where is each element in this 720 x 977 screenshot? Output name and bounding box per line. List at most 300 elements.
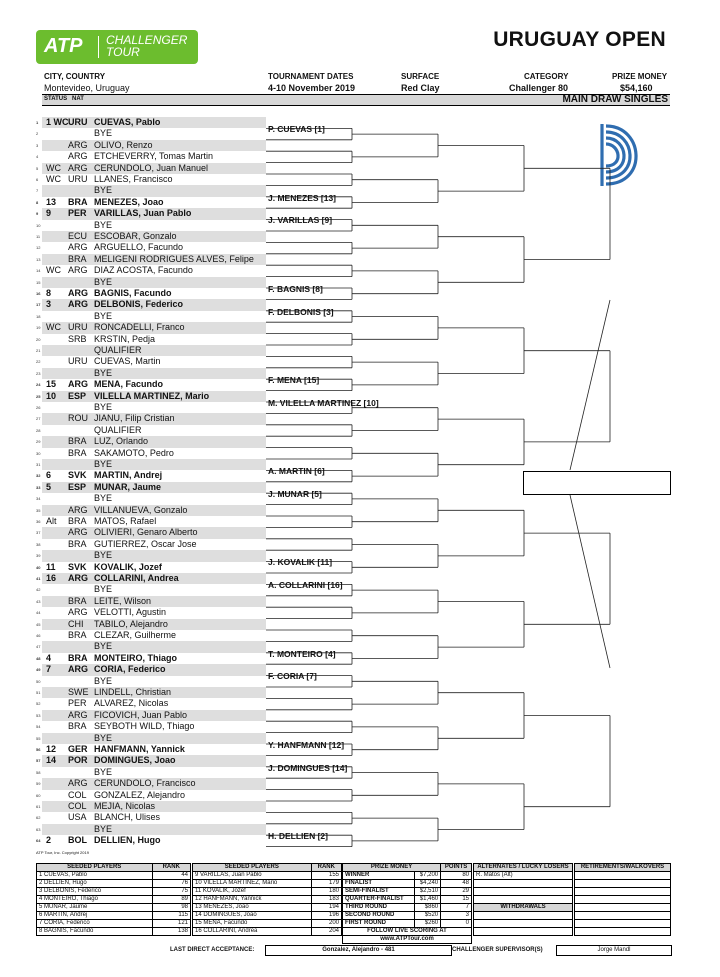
line-number: 18 <box>36 313 41 319</box>
entry-nat: GER <box>68 744 88 754</box>
round-two-winner: F. CORIA [7] <box>268 671 317 682</box>
entry-player-name: DELBONIS, Federico <box>94 299 184 310</box>
alternates-header: ALTERNATES / LUCKY LOSERS <box>474 864 573 872</box>
seed-name: 9 VARILLAS, Juan Pablo <box>193 872 312 880</box>
entry-player-name: OLIVO, Renzo <box>94 139 153 150</box>
entry-player-name: BYE <box>94 584 113 595</box>
seed-row <box>37 872 191 880</box>
entry-nat: ARG <box>68 299 88 310</box>
surface-label: SURFACE <box>401 72 440 81</box>
seed-rank: 204 <box>311 928 341 936</box>
entry-nat: ARG <box>68 288 88 298</box>
round-two-winner: P. CUEVAS [1] <box>268 124 325 135</box>
entry-nat: BRA <box>68 253 87 264</box>
seed-rank: 196 <box>311 912 341 920</box>
seed-name: 11 KOVALIK, Jozef <box>193 888 312 896</box>
seed-name: 4 MONTEIRO, Thiago <box>37 896 153 904</box>
seeded-header: SEEDED PLAYERS <box>37 864 153 872</box>
line-number: 41 <box>36 576 41 581</box>
prize-row <box>343 880 472 888</box>
line-number: 42 <box>36 587 41 593</box>
entry-nat: SWE <box>68 687 89 697</box>
seed-row <box>37 912 191 920</box>
seed-name: 12 HANFMANN, Yannick <box>193 896 312 904</box>
entry-player-name: CUEVAS, Martin <box>94 356 161 367</box>
entry-player-name: LLANES, Francisco <box>94 174 173 184</box>
logo-atp: ATP <box>44 35 83 57</box>
entry-nat: BRA <box>68 652 88 663</box>
entry-status: 4 <box>46 652 52 663</box>
entry-player-name: SAKAMOTO, Pedro <box>94 447 174 458</box>
entry-nat: ARG <box>68 379 88 390</box>
entry-status: 2 <box>46 835 52 846</box>
line-number: 1 <box>36 120 39 125</box>
seed-name: 2 DELLIEN, Hugo <box>37 880 153 888</box>
prize-amount: $1,460 <box>414 896 440 904</box>
seed-rank: 179 <box>311 880 341 888</box>
entry-player-name: DOMINGUES, Joao <box>94 755 176 766</box>
seeded-table-left <box>36 863 191 936</box>
round-two-winner: J. MUNAR [5] <box>268 488 322 499</box>
entry-status: 6 <box>46 470 52 481</box>
entry-nat: POR <box>68 755 88 766</box>
round-two-winner: F. MENA [15] <box>268 374 320 385</box>
seed-row <box>193 872 342 880</box>
prize-table <box>342 863 472 944</box>
entry-player-name: QUALIFIER <box>94 424 142 435</box>
entry-nat: ARG <box>68 162 88 173</box>
prize-round: FINALIST <box>343 880 415 888</box>
line-number: 9 <box>36 211 39 217</box>
entry-nat: ARG <box>68 504 88 515</box>
line-number: 36 <box>36 519 41 524</box>
retirements-table <box>574 863 671 936</box>
seed-rank: 98 <box>152 904 191 912</box>
seed-row <box>193 904 342 912</box>
line-number: 30 <box>36 450 41 456</box>
line-number: 54 <box>36 724 41 730</box>
seed-name: 16 COLLARINI, Andrea <box>193 928 312 936</box>
line-number: 8 <box>36 199 39 205</box>
prize-points: 15 <box>441 896 472 904</box>
seed-name: 8 BAGNIS, Facundo <box>37 928 153 936</box>
entry-nat: BRA <box>68 595 87 606</box>
withdrawals-header: WITHDRAWALS <box>474 904 573 912</box>
seed-row <box>193 896 342 904</box>
status-col-label: STATUS <box>44 96 68 102</box>
prize-round: SECOND ROUND <box>343 912 415 920</box>
entry-nat: URU <box>68 117 88 127</box>
entry-status: WC <box>46 265 61 276</box>
entry-status: 9 <box>46 208 52 219</box>
entry-nat: BRA <box>68 447 87 458</box>
entry-nat: BRA <box>68 516 87 526</box>
entry-player-name: BYE <box>94 310 113 321</box>
entry-status: WC <box>46 174 61 184</box>
seed-rank: 180 <box>311 888 341 896</box>
prize-row <box>343 920 472 928</box>
entry-nat: BRA <box>68 538 87 549</box>
seed-row <box>37 904 191 912</box>
entry-player-name: VARILLAS, Juan Pablo <box>94 208 192 219</box>
prize-amount: $260 <box>414 920 440 928</box>
seed-name: 6 MARTIN, Andrej <box>37 912 153 920</box>
dates-label: TOURNAMENT DATES <box>268 72 354 81</box>
line-number: 25 <box>36 393 41 399</box>
seed-name: 10 VILELLA MARTINEZ, Mario <box>193 880 312 888</box>
prize-round: WINNER <box>343 872 415 880</box>
entry-nat: BOL <box>68 835 87 846</box>
seed-rank: 115 <box>152 912 191 920</box>
round-two-winner: F. DELBONIS [3] <box>268 306 334 317</box>
entry-nat: SRB <box>68 333 87 344</box>
prize-amount: $520 <box>414 912 440 920</box>
entry-player-name: CERUNDOLO, Juan Manuel <box>94 162 209 173</box>
prize-points: 29 <box>441 888 472 896</box>
entry-nat: URU <box>68 356 88 367</box>
seed-name: 5 MUNAR, Jaume <box>37 904 153 912</box>
entry-player-name: ARGUELLO, Facundo <box>94 242 184 253</box>
line-number: 28 <box>36 427 41 433</box>
prize-row <box>343 888 472 896</box>
entry-nat: ARG <box>68 607 88 618</box>
atp-url[interactable]: www.ATPTour.com <box>343 936 472 944</box>
entry-player-name: CUEVAS, Pablo <box>94 117 161 127</box>
line-number: 52 <box>36 701 41 707</box>
rank-header: RANK <box>152 864 191 872</box>
line-number: 46 <box>36 633 41 638</box>
line-number: 26 <box>36 405 41 410</box>
entry-status: 16 <box>46 573 57 583</box>
entry-nat: ESP <box>68 390 87 401</box>
entry-player-name: BYE <box>94 675 113 686</box>
entry-nat: ECU <box>68 231 88 241</box>
logo-text: CHALLENGER TOUR <box>106 33 188 59</box>
entry-status: 7 <box>46 664 52 675</box>
entry-player-name: BYE <box>94 459 113 469</box>
entry-player-name: BYE <box>94 367 113 378</box>
winner-box <box>523 471 671 495</box>
entry-player-name: BLANCH, Ulises <box>94 812 161 823</box>
seed-name: 7 CORIA, Federico <box>37 920 153 928</box>
prize-points: 3 <box>441 912 472 920</box>
entry-status: 3 <box>46 299 52 310</box>
round-two-winner: F. BAGNIS [8] <box>268 283 323 294</box>
entry-player-name: BYE <box>94 219 113 230</box>
seed-rank: 183 <box>311 896 341 904</box>
seed-rank: 155 <box>311 872 341 880</box>
entry-nat: ARG <box>68 151 88 162</box>
entry-player-name: LEITE, Wilson <box>94 595 152 606</box>
entry-player-name: BYE <box>94 493 113 504</box>
prize-money-header: PRIZE MONEY <box>343 864 441 872</box>
seed-rank: 121 <box>152 920 191 928</box>
entry-status: WC <box>46 162 61 173</box>
seed-name: 3 DELBONIS, Federico <box>37 888 153 896</box>
entry-player-name: TABILO, Alejandro <box>94 618 168 629</box>
category-label: CATEGORY <box>524 72 569 81</box>
prize-round: THIRD ROUND <box>343 904 415 912</box>
line-number: 29 <box>36 439 41 445</box>
entry-player-name: BYE <box>94 550 113 561</box>
line-number: 51 <box>36 690 41 695</box>
entry-nat: ARG <box>68 139 88 150</box>
entry-nat: URU <box>68 322 88 333</box>
line-number: 16 <box>36 291 41 296</box>
entry-status: 1 WC <box>46 117 69 127</box>
prize-round: QUARTER-FINALIST <box>343 896 415 904</box>
supervisor-value: Jorge Mandl <box>556 945 672 956</box>
entry-nat: COL <box>68 789 87 800</box>
seed-name: 15 MENA, Facundo <box>193 920 312 928</box>
nat-col-label: NAT <box>72 96 84 102</box>
line-number: 34 <box>36 496 41 502</box>
line-number: 11 <box>36 234 41 239</box>
entry-player-name: MONTEIRO, Thiago <box>94 652 177 663</box>
line-number: 53 <box>36 712 41 718</box>
line-number: 49 <box>36 667 41 673</box>
line-number: 60 <box>36 792 41 798</box>
entry-player-name: SEYBOTH WILD, Thiago <box>94 721 195 732</box>
copyright: ATP Tour, Inc. Copyright 2019 <box>36 850 89 855</box>
prize-row <box>343 904 472 912</box>
line-number: 50 <box>36 678 41 684</box>
prize-row <box>343 912 472 920</box>
entry-nat: URU <box>68 174 88 184</box>
line-number: 10 <box>36 222 41 228</box>
seed-name: 1 CUEVAS, Pablo <box>37 872 153 880</box>
entry-player-name: BAGNIS, Facundo <box>94 288 172 298</box>
entry-player-name: ESCOBAR, Gonzalo <box>94 231 177 241</box>
entry-player-name: DIAZ ACOSTA, Facundo <box>94 265 193 276</box>
seed-rank: 138 <box>152 928 191 936</box>
line-number: 40 <box>36 564 41 570</box>
line-number: 20 <box>36 336 41 342</box>
entry-player-name: BYE <box>94 276 113 287</box>
entry-player-name: BYE <box>94 402 113 412</box>
entry-player-name: OLIVIERI, Genaro Alberto <box>94 527 198 538</box>
seed-row <box>193 920 342 928</box>
seeded-table-right <box>192 863 342 936</box>
entry-status: 13 <box>46 196 57 207</box>
round-two-winner: A. MARTIN [6] <box>268 466 325 477</box>
prize-round: SEMI-FINALIST <box>343 888 415 896</box>
entry-nat: BRA <box>68 436 87 447</box>
entry-player-name: COLLARINI, Andrea <box>94 573 179 583</box>
entry-player-name: BYE <box>94 641 113 652</box>
line-number: 55 <box>36 735 41 741</box>
line-number: 31 <box>36 462 41 467</box>
line-number: 47 <box>36 644 41 650</box>
line-number: 64 <box>36 838 41 844</box>
tournament-title: URUGUAY OPEN <box>493 28 666 51</box>
line-number: 4 <box>36 154 39 160</box>
line-number: 56 <box>36 747 41 752</box>
seeded-header-2: SEEDED PLAYERS <box>193 864 312 872</box>
entry-player-name: LUZ, Orlando <box>94 436 149 447</box>
prize-points: 7 <box>441 904 472 912</box>
points-header: POINTS <box>441 864 472 872</box>
entry-player-name: CERUNDOLO, Francisco <box>94 778 196 789</box>
seed-row <box>193 928 342 936</box>
retirements-header: RETIREMENTS/WALKOVERS <box>575 864 671 872</box>
line-number: 37 <box>36 530 41 536</box>
prize-amount: $860 <box>414 904 440 912</box>
line-number: 35 <box>36 507 41 513</box>
round-two-winner: J. KOVALIK [11] <box>268 557 333 568</box>
entry-status: 14 <box>46 755 57 766</box>
entry-nat: ARG <box>68 573 88 583</box>
seed-row <box>37 896 191 904</box>
seed-row <box>193 888 342 896</box>
prize-row <box>343 896 472 904</box>
entry-player-name: HANFMANN, Yannick <box>94 744 185 754</box>
prize-points: 80 <box>441 872 472 880</box>
supervisor-label: CHALLENGER SUPERVISOR(S) <box>452 947 543 953</box>
entry-nat: BRA <box>68 196 88 207</box>
entry-nat: USA <box>68 812 87 823</box>
round-two-winner: A. COLLARINI [16] <box>268 580 343 591</box>
line-number: 38 <box>36 541 41 547</box>
entry-player-name: MUNAR, Jaume <box>94 481 162 492</box>
seed-rank: 75 <box>152 888 191 896</box>
line-number: 3 <box>36 142 39 148</box>
entry-player-name: RONCADELLI, Franco <box>94 322 185 333</box>
entry-player-name: DELLIEN, Hugo <box>94 835 161 846</box>
entry-nat: SVK <box>68 470 87 481</box>
line-number: 43 <box>36 598 41 604</box>
entry-player-name: KRSTIN, Pedja <box>94 333 156 344</box>
line-number: 39 <box>36 553 41 559</box>
entry-status: 10 <box>46 390 57 401</box>
round-two-winner: Y. HANFMANN [12] <box>268 739 345 750</box>
entry-player-name: VILELLA MARTINEZ, Mario <box>94 390 210 401</box>
entry-nat: ARG <box>68 527 88 538</box>
line-number: 61 <box>36 804 41 809</box>
entry-status: 5 <box>46 481 52 492</box>
seed-rank: 89 <box>152 896 191 904</box>
entry-nat: ROU <box>68 413 88 424</box>
entry-player-name: GONZALEZ, Alejandro <box>94 789 186 800</box>
seed-name: 14 DOMINGUES, Joao <box>193 912 312 920</box>
entry-player-name: BYE <box>94 732 113 743</box>
seed-row <box>37 920 191 928</box>
alternate-entry: R. Matos (Alt) <box>474 872 573 880</box>
round-two-winner: J. VARILLAS [9] <box>268 215 333 226</box>
seed-rank: 44 <box>152 872 191 880</box>
alternates-table <box>473 863 573 936</box>
line-number: 23 <box>36 370 41 376</box>
line-number: 5 <box>36 165 39 171</box>
entry-player-name: BYE <box>94 185 113 196</box>
seed-row <box>37 880 191 888</box>
seed-rank: 76 <box>152 880 191 888</box>
line-number: 32 <box>36 473 41 479</box>
line-number: 14 <box>36 268 41 274</box>
line-number: 57 <box>36 758 41 764</box>
city-value: Montevideo, Uruguay <box>44 83 130 93</box>
round-two-winner: M. VILELLA MARTINEZ [10] <box>268 397 379 408</box>
line-number: 45 <box>36 621 41 627</box>
line-number: 44 <box>36 610 41 616</box>
entry-status: 8 <box>46 288 52 298</box>
draw-type: MAIN DRAW SINGLES <box>562 94 668 105</box>
entry-player-name: GUTIERREZ, Oscar Jose <box>94 538 197 549</box>
line-number: 19 <box>36 325 41 331</box>
prize-points: 48 <box>441 880 472 888</box>
seed-row <box>37 888 191 896</box>
entry-player-name: CORIA, Federico <box>94 664 166 675</box>
entry-player-name: MARTIN, Andrej <box>94 470 163 481</box>
round-two-winner: T. MONTEIRO [4] <box>268 648 336 659</box>
entry-player-name: MEJIA, Nicolas <box>94 801 156 811</box>
line-number: 27 <box>36 416 41 422</box>
seed-row <box>193 912 342 920</box>
entry-nat: PER <box>68 208 87 219</box>
entry-player-name: MATOS, Rafael <box>94 516 157 526</box>
entry-nat: ARG <box>68 265 88 276</box>
seed-rank: 194 <box>311 904 341 912</box>
entry-player-name: QUALIFIER <box>94 345 142 355</box>
bracket-line <box>570 495 610 668</box>
line-number: 15 <box>36 279 41 285</box>
bracket-line <box>570 300 610 470</box>
follow-text: FOLLOW LIVE SCORING AT <box>343 928 472 936</box>
entry-nat: ARG <box>68 778 88 789</box>
line-number: 59 <box>36 781 41 787</box>
entry-nat: ESP <box>68 481 87 492</box>
entry-player-name: ALVAREZ, Nicolas <box>94 698 169 709</box>
entry-player-name: MENEZES, Joao <box>94 196 164 207</box>
entry-nat: ARG <box>68 709 88 720</box>
prize-value: $54,160 <box>620 83 653 93</box>
round-two-winner: J. MENEZES [13] <box>268 192 337 203</box>
surface-value: Red Clay <box>401 83 440 93</box>
entry-nat: ARG <box>68 242 88 253</box>
entry-player-name: LINDELL, Christian <box>94 687 172 697</box>
line-number: 13 <box>36 256 41 262</box>
lda-label: LAST DIRECT ACCEPTANCE: <box>170 947 255 953</box>
entry-status: 12 <box>46 744 57 754</box>
entry-player-name: ETCHEVERRY, Tomas Martin <box>94 151 214 162</box>
entry-nat: BRA <box>68 630 87 640</box>
entry-nat: PER <box>68 698 87 709</box>
entry-nat: ARG <box>68 664 88 675</box>
line-number: 6 <box>36 177 39 182</box>
seed-rank: 200 <box>311 920 341 928</box>
lda-value: Gonzalez, Alejandro - 481 <box>265 945 452 956</box>
entry-player-name: VELOTTI, Agustin <box>94 607 167 618</box>
prize-row <box>343 872 472 880</box>
entry-nat: SVK <box>68 561 87 572</box>
entry-status: 11 <box>46 561 56 572</box>
line-number: 21 <box>36 348 41 353</box>
entry-nat: CHI <box>68 618 84 629</box>
entry-player-name: BYE <box>94 766 113 777</box>
dates-value: 4-10 November 2019 <box>268 83 356 93</box>
entry-player-name: MENA, Facundo <box>94 379 163 390</box>
line-number: 62 <box>36 815 41 821</box>
city-label: CITY, COUNTRY <box>44 72 106 81</box>
seed-row <box>37 928 191 936</box>
prize-points: 0 <box>441 920 472 928</box>
prize-amount: $4,240 <box>414 880 440 888</box>
entry-player-name: FICOVICH, Juan Pablo <box>94 709 188 720</box>
line-number: 58 <box>36 769 41 775</box>
line-number: 24 <box>36 382 41 388</box>
line-number: 33 <box>36 484 41 490</box>
entry-status: Alt <box>46 516 57 526</box>
